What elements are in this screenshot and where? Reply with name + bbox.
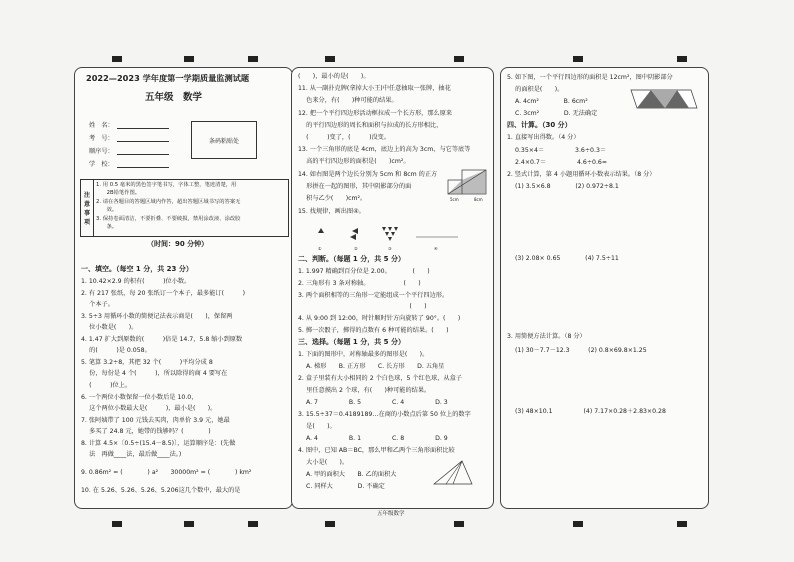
field-order-line[interactable] bbox=[117, 154, 169, 155]
exam-title: 2022—2023 学年度第一学期质量监测试题 bbox=[86, 73, 250, 83]
answer-options: C. 同样大 D. 不确定 bbox=[306, 483, 385, 490]
question-line: 14. 如右图是两个边长分别为 5cm 和 8cm 的正方 bbox=[298, 171, 438, 178]
registration-mark bbox=[573, 56, 583, 62]
answer-options: A. 7 B. 5 C. 4 D. 3 bbox=[306, 399, 448, 406]
figure-label: ③ bbox=[388, 246, 392, 251]
question-line: 位小数是( )。 bbox=[81, 324, 138, 331]
exam-column-3 bbox=[500, 67, 709, 509]
question-line: 个本子。 bbox=[81, 301, 114, 308]
note-line: 2. 请在各题目的答题区域内作答，超出答题区域书写的答案无 bbox=[96, 199, 241, 205]
question-line: 1. 10.42×2.9 的积有( )位小数。 bbox=[81, 278, 191, 285]
pattern-figure bbox=[312, 223, 462, 245]
question-line: 7. 张阿姨带了 100 元钱去买肉，肉单价 3.9 元，她最 bbox=[81, 417, 230, 424]
note-line: 效。 bbox=[96, 207, 118, 213]
question-line: 9. 0.86m² = ( ) a² 30000m² = ( ) km² bbox=[81, 469, 252, 476]
question-line: 的平行四边形的周长和面积与拉成的长方形相比， bbox=[298, 122, 443, 129]
question-line: 多买了 24.8 元，她带的钱够吗？( ) bbox=[81, 428, 211, 435]
field-order-label: 顺序号： bbox=[89, 148, 114, 155]
question-line: ( ) bbox=[298, 303, 427, 310]
question-line: 1. 下面的图形中，对称轴最多的图形是( )。 bbox=[298, 351, 429, 358]
question-line: 3. 5÷3 用循环小数的简便记法表示商是( )，保留两 bbox=[81, 313, 233, 320]
question-line: 这个两位小数最大是( )，最小是( )。 bbox=[81, 405, 217, 412]
calc-line: 2.4×0.7＝ 4.6÷0.6≈ bbox=[515, 159, 608, 166]
question-line: 积与乙少( )cm²。 bbox=[298, 195, 367, 202]
question-line: 12. 把一个平行四边形活动框拉成一个长方形，那么原来 bbox=[298, 110, 453, 117]
question-line: 份，每份是 4 个( )，所以除得的商 4 要写在 bbox=[81, 370, 228, 377]
figure-label: 5cm bbox=[450, 197, 459, 202]
question-line: 11. 从一副扑克牌(拿掉大小王)中任意抽取一张牌，抽花 bbox=[298, 85, 451, 92]
notes-label-char: 意 bbox=[84, 201, 91, 208]
answer-options: A. 甲的面积大 B. 乙的面积大 bbox=[306, 471, 397, 478]
question-line: 1. 1.997 精确到百分位是 2.00。 ( ) bbox=[298, 268, 430, 275]
exam-column-1 bbox=[74, 67, 293, 509]
question-line: 2. 有 217 张纸，每 20 张纸订一个本子，最多能订( ) bbox=[81, 290, 245, 297]
registration-mark bbox=[112, 56, 122, 62]
registration-mark bbox=[454, 56, 464, 62]
registration-mark bbox=[325, 56, 335, 62]
field-id-label: 考 号： bbox=[89, 135, 114, 142]
question-line: 13. 一个三角形的底是 4cm，底边上的高为 3cm，与它等底等 bbox=[298, 146, 471, 153]
question-line: 10. 在 5.26、5.26̇、5.2̇6̇、5.206这几个数中，最大的是 bbox=[81, 487, 241, 494]
question-line: 色来分，有( )种可能的结果。 bbox=[298, 97, 398, 104]
question-line: 2. 盒子里装有大小相同的 2 个白色球，5 个红色球，从盒子 bbox=[298, 375, 462, 382]
calc-line: 0.35×4＝ 3.6÷0.3＝ bbox=[515, 147, 607, 154]
question-line: 8. 计算 4.5×〔0.5÷(15.4－8.5)〕，运算顺序是：(先做 bbox=[81, 440, 236, 447]
notes-label-char: 项 bbox=[84, 219, 91, 226]
answer-options: C. 3cm² D. 无法确定 bbox=[515, 110, 598, 117]
registration-mark bbox=[248, 521, 258, 527]
question-line: 4. 1.47 扩大到原数的( )倍是 14.7，5.8 缩小到原数 bbox=[81, 336, 243, 343]
answer-options: A. 梯形 B. 正方形 C. 长方形 D. 五角星 bbox=[306, 363, 445, 370]
calc-line: (3) 48×10.1 (4) 7.17×0.28＋2.83×0.28 bbox=[515, 408, 666, 415]
field-school-line[interactable] bbox=[117, 167, 169, 168]
question-line: ( )位上。 bbox=[81, 382, 132, 389]
notes-label-char: 事 bbox=[84, 210, 91, 217]
question-line: 5. 笔算 3.2÷8，其把 32 个( )平均分成 8 bbox=[81, 359, 213, 366]
figure-label: 8cm bbox=[474, 197, 483, 202]
question-line: 4. 图中，已知 AB＝BC，那么甲和乙两个三角形面积比较 bbox=[298, 447, 455, 454]
registration-mark bbox=[248, 56, 258, 62]
barcode-label: 条码粘贴处 bbox=[208, 138, 239, 145]
question-line: 2. 三角形有 3 条对称轴。 ( ) bbox=[298, 280, 421, 287]
squares-figure bbox=[447, 168, 491, 198]
registration-mark bbox=[184, 521, 194, 527]
registration-mark bbox=[573, 521, 583, 527]
calc-line: (3) 2.08× 0.65 (4) 7.5÷11 bbox=[515, 255, 619, 262]
notes-box bbox=[80, 179, 289, 237]
exam-subtitle: 五年级 数学 bbox=[145, 92, 203, 103]
field-id-line[interactable] bbox=[117, 141, 169, 142]
note-line: 1. 用 0.5 毫米的黑色签字笔书写，字体工整，笔迹清楚，用 bbox=[96, 182, 237, 188]
note-line: 条。 bbox=[96, 224, 118, 230]
question-line: 形拼在一起的图形，其中阴影部分的面 bbox=[298, 183, 412, 190]
notes-side bbox=[81, 180, 94, 236]
question-line: 大小是( )。 bbox=[298, 459, 349, 466]
question-line: 6. 一个两位小数保留一位小数后是 10.0， bbox=[81, 394, 198, 401]
registration-mark bbox=[184, 56, 194, 62]
question-line: 是( )。 bbox=[298, 423, 336, 430]
registration-mark bbox=[454, 521, 464, 527]
notes-label-char: 注 bbox=[84, 192, 91, 199]
section-heading: 四、计算。（30 分） bbox=[507, 121, 572, 129]
question-line: ( )，最小的是( )。 bbox=[298, 73, 370, 80]
question-line: 的( )是 0.058。 bbox=[81, 347, 151, 354]
figure-label: ② bbox=[354, 246, 358, 251]
calc-line: (1) 3.5×6.8 (2) 0.972÷8.1 bbox=[515, 183, 619, 190]
figure-label: ① bbox=[318, 246, 322, 251]
parallelogram-figure bbox=[629, 88, 699, 110]
registration-mark bbox=[677, 56, 687, 62]
section-heading: 二、判断。（每题 1 分，共 5 分） bbox=[298, 255, 405, 263]
question-line: 3. 两个面积相等的三角形一定能组成一个平行四边形。 bbox=[298, 292, 449, 299]
section-heading: 三、选择。（每题 1 分，共 5 分） bbox=[298, 338, 405, 346]
section-heading: 一、填空。（每空 1 分，共 23 分） bbox=[81, 265, 193, 273]
calc-line: (1) 30－7.7－12.3 (2) 0.8×69.8×1.25 bbox=[515, 347, 647, 354]
note-line: 3. 保持卷面清洁，不要折叠、不要破损，禁用涂改液、涂改胶 bbox=[96, 216, 241, 222]
figure-label: ④ bbox=[434, 246, 438, 251]
question-line: 3. 用简便方法计算。（8 分） bbox=[507, 333, 586, 340]
field-name-line[interactable] bbox=[117, 128, 169, 129]
answer-options: A. 4 B. 1 C. 8 D. 9 bbox=[306, 435, 448, 442]
question-line: 4. 从 9:00 到 12:00，时针顺时针方向旋转了 90°。( ) bbox=[298, 315, 461, 322]
note-line: 2B铅笔作图。 bbox=[96, 190, 141, 196]
exam-time: （时间：90 分钟） bbox=[147, 240, 209, 248]
question-line: 15. 找规律，画出图④。 bbox=[298, 208, 365, 215]
registration-mark bbox=[325, 521, 335, 527]
barcode-area bbox=[191, 121, 257, 159]
question-line: 的面积是( )。 bbox=[507, 86, 564, 93]
question-line: 里任意摸出 2 个球，有( )种可能的结果。 bbox=[298, 387, 431, 394]
registration-mark bbox=[112, 521, 122, 527]
question-line: 高的平行四边形的面积是( )cm²。 bbox=[298, 158, 410, 165]
question-line: ( )变了，( )没变。 bbox=[298, 134, 391, 141]
question-line: 1. 直接写出得数。（4 分） bbox=[507, 134, 580, 141]
exam-column-2 bbox=[291, 67, 494, 509]
field-name-label: 姓 名： bbox=[89, 122, 114, 129]
question-line: 3. 15.5÷37＝0.4189189…在商的小数点后第 50 位上的数字 bbox=[298, 411, 471, 418]
question-line: 5. 掷一次骰子，掷得的点数有 6 种可能的结果。( ) bbox=[298, 327, 449, 334]
question-line: 法 再做____法，最后做____法。) bbox=[81, 451, 182, 458]
answer-options: A. 4cm² B. 6cm² bbox=[515, 98, 588, 105]
question-line: 2. 竖式计算，第 4 小题用循环小数表示结果。（8 分） bbox=[507, 171, 656, 178]
triangle-figure bbox=[432, 458, 476, 488]
question-line: 5. 如下图，一个平行四边形的面积是 12cm²，图中阴影部分 bbox=[507, 74, 673, 81]
registration-mark bbox=[677, 521, 687, 527]
field-school-label: 学 校： bbox=[89, 161, 114, 168]
page-footer: 五年级数学 bbox=[377, 511, 405, 517]
